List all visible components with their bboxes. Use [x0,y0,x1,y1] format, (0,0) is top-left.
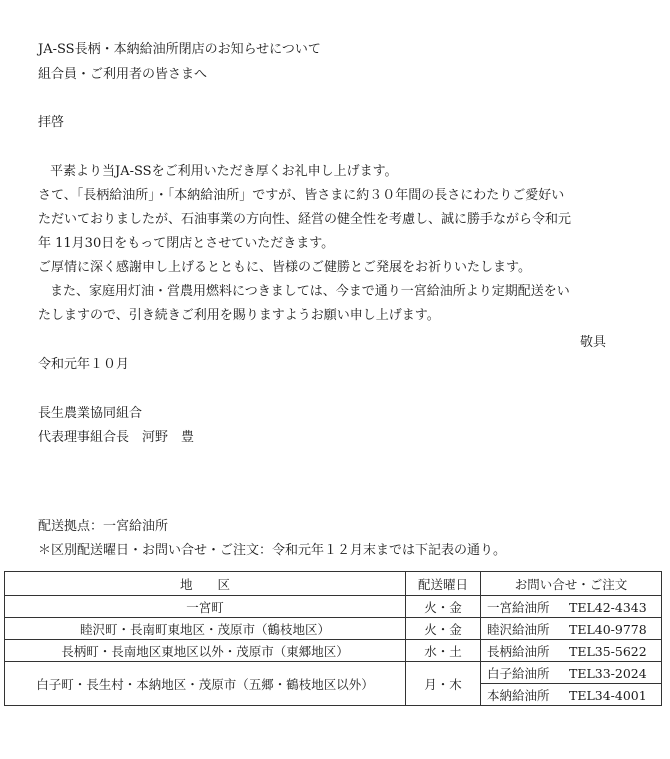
body-paragraph-line: 平素より当JA-SSをご利用いただき厚くお礼申し上げます。 [50,164,398,179]
notice-recipient: 組合員・ご利用者の皆さまへ [38,67,208,82]
body-paragraph-line: たしますので、引き続きご利用を賜りますようお願い申し上げます。 [38,308,440,323]
station-name: 一宮給油所 [487,599,550,615]
table-header-row [5,572,662,596]
station-name: 長柄給油所 [487,643,550,659]
contact-cell [481,640,662,662]
day-cell: 水・土 [406,640,481,662]
organization: 長生農業協同組合 [38,406,143,421]
date: 令和元年１０月 [38,357,130,372]
day-cell: 火・金 [406,596,481,618]
contact-cell [481,662,662,684]
day-cell: 火・金 [406,618,481,640]
station-name: 白子給油所 [487,665,550,681]
contact-cell [481,618,662,640]
area-cell: 睦沢町・長南町東地区・茂原市（鶴枝地区） [5,618,406,640]
phone-number: TEL34-4001 [569,687,647,703]
body-paragraph-line: ただいておりましたが、石油事業の方向性、経営の健全性を考慮し、誠に勝手ながら令和元 [38,212,572,227]
header-contact: お問い合せ・ご注文 [481,572,662,596]
notice-title: JA-SS長柄・本納給油所閉店のお知らせについて [38,42,321,57]
delivery-schedule-table [4,571,662,706]
header-day: 配送曜日 [406,572,481,596]
body-paragraph-line: さて、「長柄給油所」・「本納給油所」ですが、皆さまに約３０年間の長さにわたりご愛好い [38,188,565,203]
area-cell: 一宮町 [5,596,406,618]
table-row [5,662,662,684]
delivery-note: ＊区別配送曜日・お問い合せ・ご注文：令和元年１２月末までは下記表の通り。 [38,543,507,558]
table-row [5,596,662,618]
contact-cell [481,684,662,706]
table-row [5,640,662,662]
phone-number: TEL42-4343 [569,599,647,615]
signer: 代表理事組合長 河野 豊 [38,430,195,445]
phone-number: TEL35-5622 [569,643,647,659]
table-row [5,618,662,640]
closing: 敬具 [579,335,606,350]
greeting: 拝啓 [38,115,65,130]
contact-cell [481,596,662,618]
area-cell: 白子町・長生村・本納地区・茂原市（五郷・鶴枝地区以外） [5,662,406,706]
station-name: 睦沢給油所 [487,621,550,637]
station-name: 本納給油所 [487,687,550,703]
phone-number: TEL33-2024 [569,665,647,681]
body-paragraph-line: また、家庭用灯油・営農用燃料につきましては、今まで通り一宮給油所より定期配送をい [50,284,570,299]
area-cell: 長柄町・長南地区東地区以外・茂原市（東郷地区） [5,640,406,662]
body-paragraph-line: ご厚情に深く感謝申し上げるとともに、皆様のご健勝とご発展をお祈りいたします。 [38,260,531,275]
header-area: 地 区 [5,572,406,596]
body-paragraph-line: 年 11月30日をもって閉店とさせていただきます。 [38,236,335,251]
delivery-base: 配送拠点：一宮給油所 [38,519,169,534]
day-cell: 月・木 [406,662,481,706]
phone-number: TEL40-9778 [569,621,647,637]
